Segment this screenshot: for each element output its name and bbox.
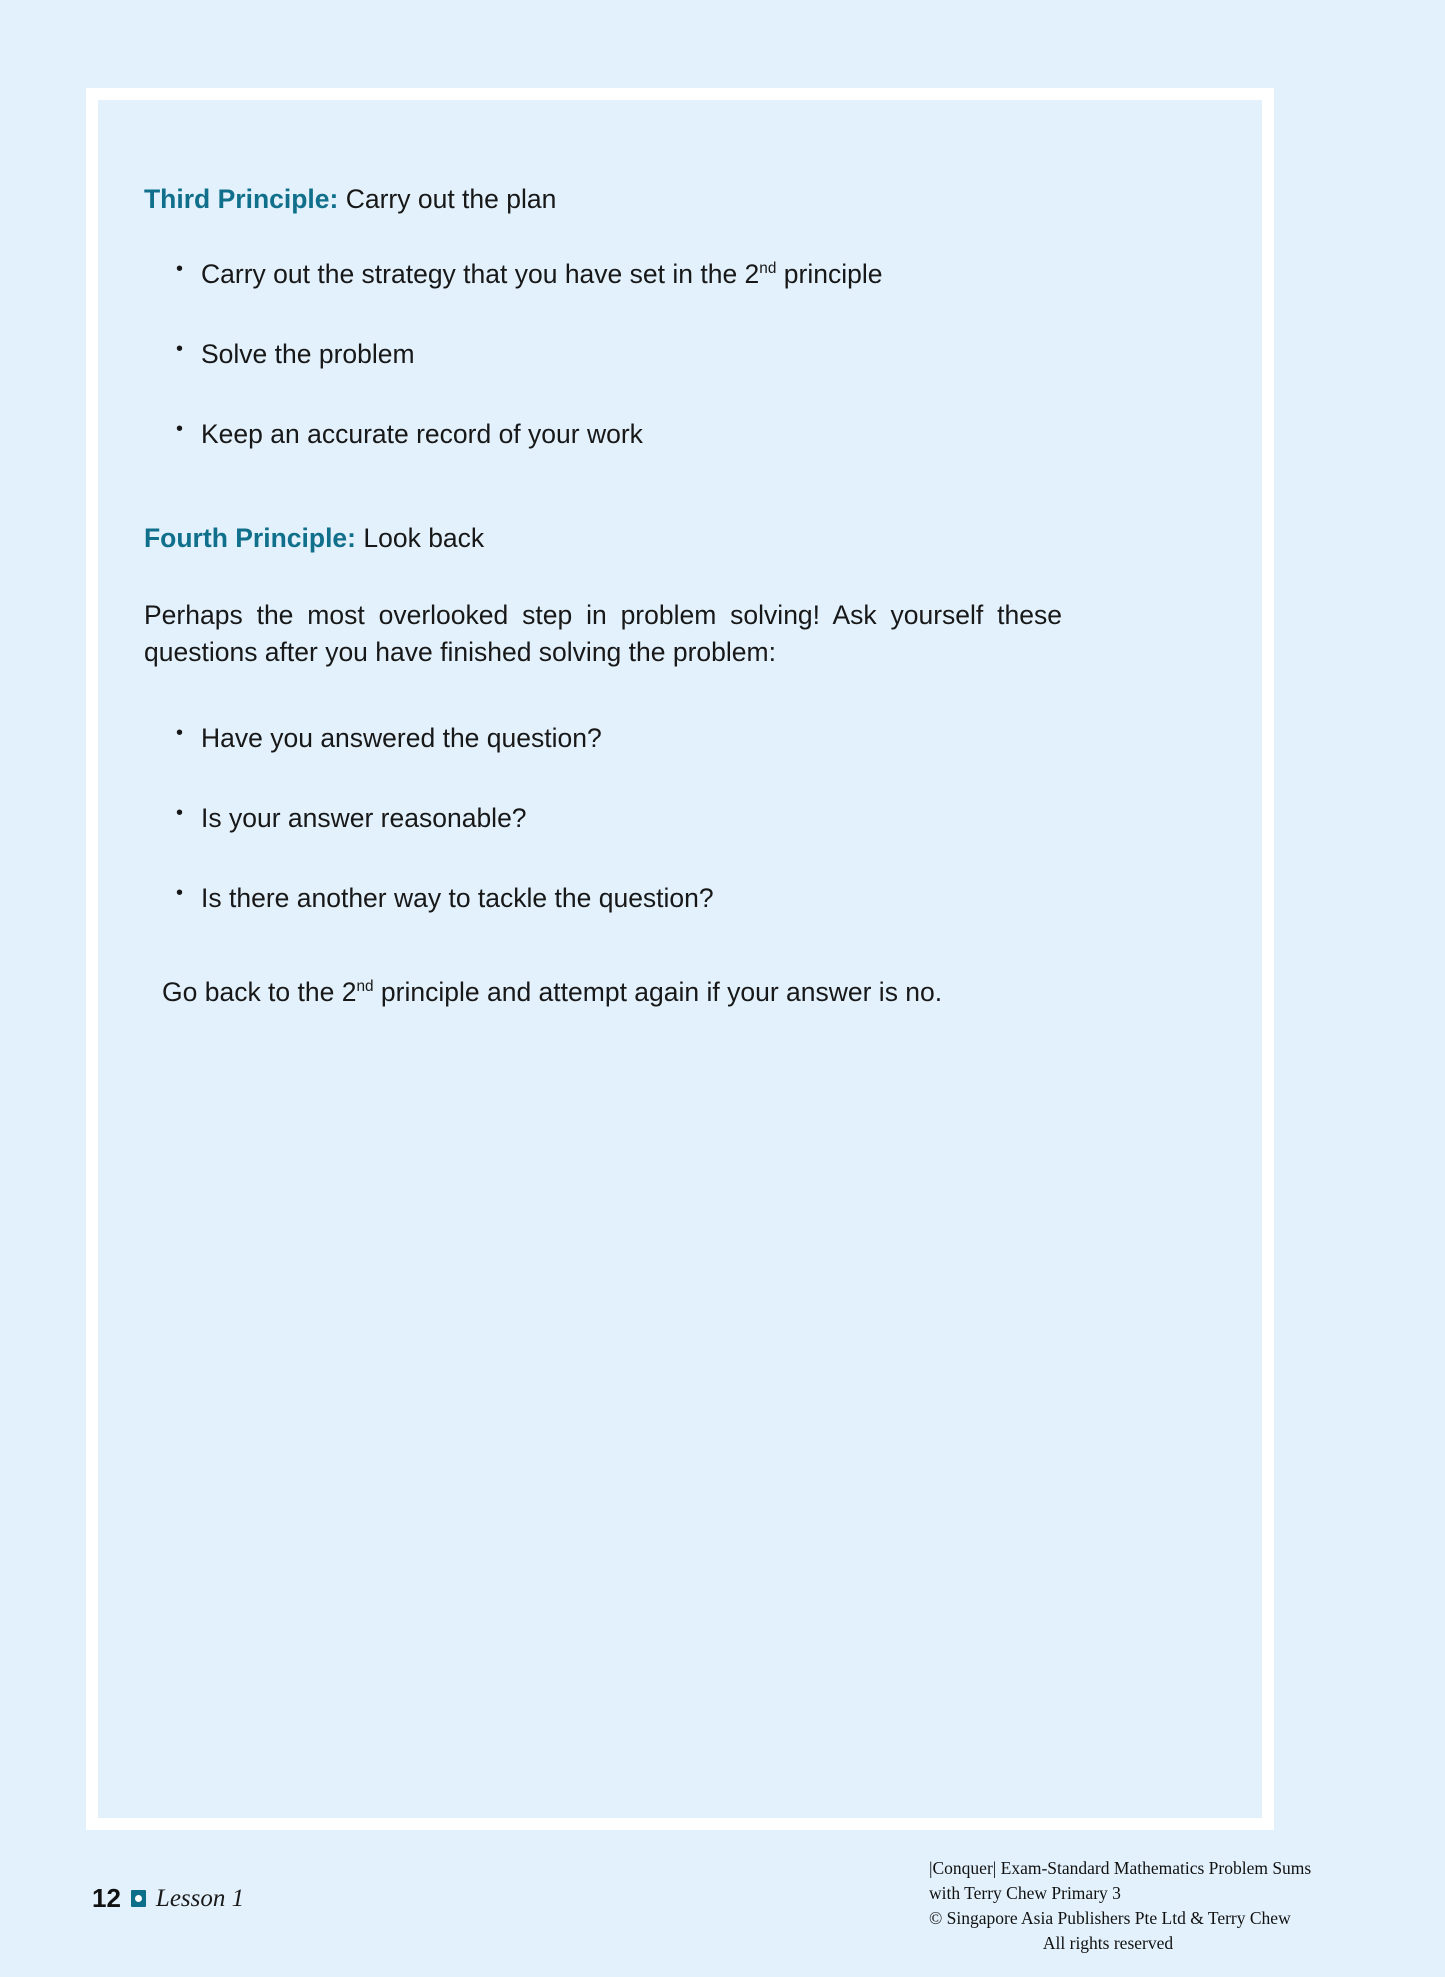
spacer xyxy=(144,451,1062,523)
closing-text: Go back to the 2 xyxy=(162,977,357,1008)
copyright-line: |Conquer| Exam-Standard Mathematics Problem Sums xyxy=(929,1858,1312,1878)
diamond-bullet-icon xyxy=(131,1890,146,1907)
copyright-line: All rights reserved xyxy=(1042,1932,1174,1953)
closing-sentence xyxy=(144,975,1062,1009)
page-inner-area xyxy=(98,100,1262,1818)
fourth-principle-heading xyxy=(144,523,1062,555)
copyright-line: with Terry Chew Primary 3 xyxy=(929,1882,1121,1903)
bullet-text: Is there another way to tackle the question? xyxy=(201,883,714,914)
page-content xyxy=(144,184,1062,1010)
spacer xyxy=(144,555,1062,597)
list-item xyxy=(144,418,1062,451)
list-item xyxy=(144,802,1062,835)
third-principle-bullet-list xyxy=(144,258,1062,451)
bullet-text: Carry out the strategy that you have set in the 2 xyxy=(201,258,760,289)
spacer xyxy=(144,915,1062,975)
third-principle-label: Third Principle: xyxy=(144,184,339,214)
lesson-label: Lesson 1 xyxy=(155,1884,245,1912)
bullet-text: Solve the problem xyxy=(201,338,415,369)
closing-text-tail: principle and attempt again if your answer is no. xyxy=(373,977,943,1008)
fourth-principle-title: Look back xyxy=(356,523,485,554)
bullet-text-tail: principle xyxy=(776,258,883,289)
third-principle-heading xyxy=(144,184,1062,216)
spacer xyxy=(144,670,1062,722)
third-principle-title: Carry out the plan xyxy=(338,184,557,214)
list-item xyxy=(144,882,1062,915)
closing-superscript: nd xyxy=(356,978,374,996)
bullet-superscript: nd xyxy=(759,259,777,277)
bullet-text: Keep an accurate record of your work xyxy=(201,419,643,450)
page-sheet xyxy=(86,88,1274,1830)
footer-left-group xyxy=(92,1883,244,1914)
fourth-principle-label: Fourth Principle: xyxy=(144,523,356,554)
page-number: 12 xyxy=(92,1883,121,1913)
fourth-principle-bullet-list xyxy=(144,722,1062,915)
list-item xyxy=(144,722,1062,755)
fourth-principle-paragraph: Perhaps the most overlooked step in problem solving! Ask yourself these questions after you have finished solving the problem: xyxy=(144,599,1062,667)
page-footer xyxy=(0,1848,1445,1977)
list-item xyxy=(144,338,1062,371)
bullet-text: Have you answered the question? xyxy=(201,723,602,754)
copyright-block xyxy=(929,1856,1349,1955)
bullet-text: Is your answer reasonable? xyxy=(201,803,527,834)
spacer xyxy=(144,216,1062,258)
copyright-line: © Singapore Asia Publishers Pte Ltd & Terry Chew xyxy=(929,1907,1291,1928)
list-item xyxy=(144,258,1062,291)
